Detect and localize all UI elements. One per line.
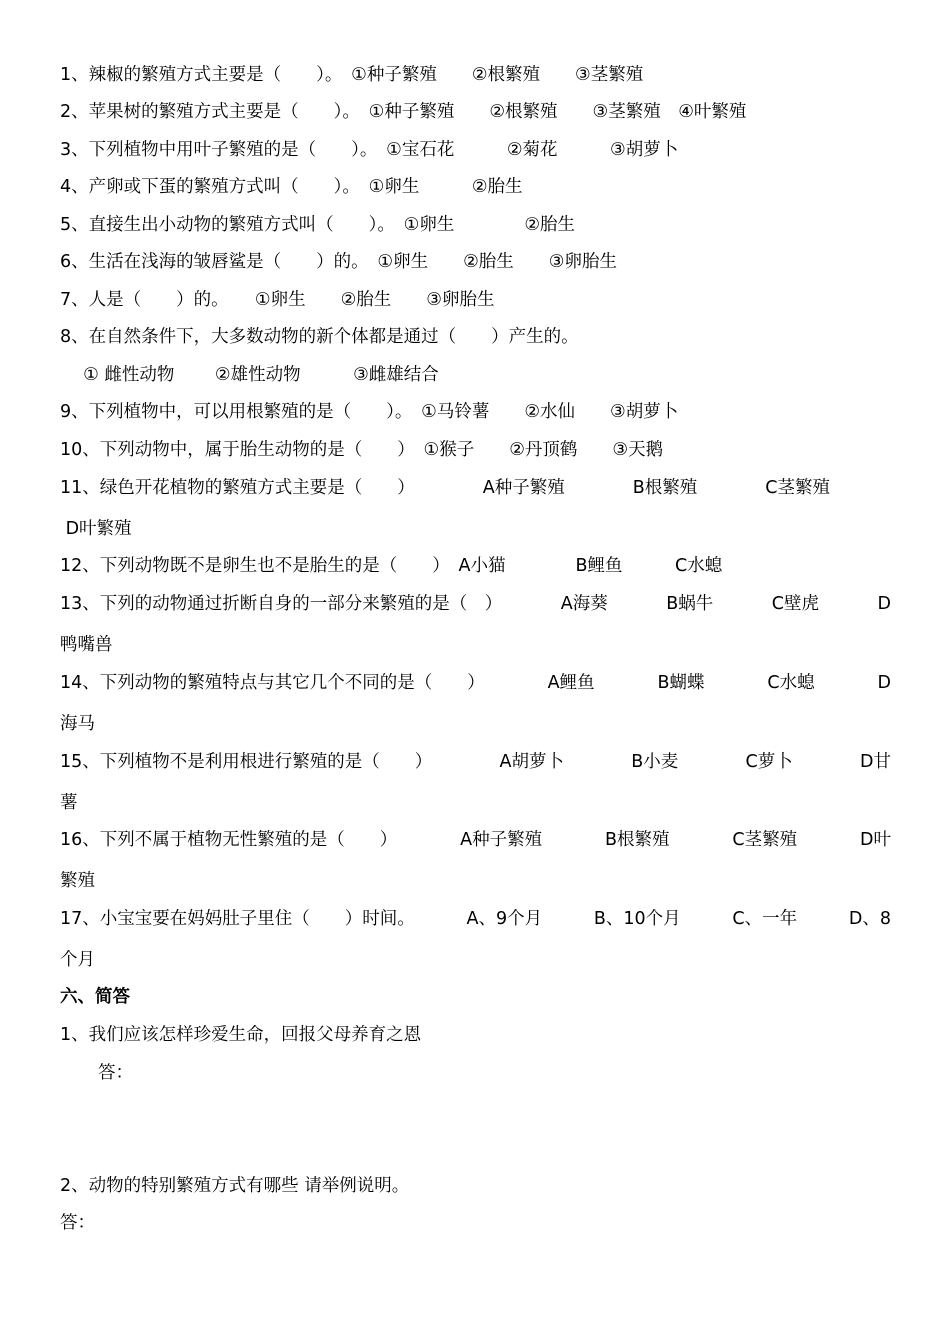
question-8: 8、在自然条件下，大多数动物的新个体都是通过（ ）产生的。 [60,327,579,347]
question-11-cont: D叶繁殖 [60,519,132,539]
question-15 [60,751,891,773]
question-13 [60,593,891,615]
question-17-option-a: A、9个月 [466,909,543,929]
question-15-option-b: B小麦 [631,752,679,772]
answer-label-1: 答： [98,1063,133,1083]
question-9: 9、下列植物中，可以用根繁殖的是（ ）。 ①马铃薯 ②水仙 ③胡萝卜 [60,402,679,422]
short-answer-2: 2、动物的特别繁殖方式有哪些 请举例说明。 [60,1176,410,1196]
answer-label-2: 答： [60,1213,95,1233]
question-6: 6、生活在浅海的皱唇鲨是（ ）的。 ①卵生 ②胎生 ③卵胎生 [60,252,617,272]
question-3: 3、下列植物中用叶子繁殖的是（ ）。 ①宝石花 ②菊花 ③胡萝卜 [60,140,679,160]
question-11 [60,477,830,499]
question-17-option-d: D、8 [848,909,891,929]
question-16-option-c: C茎繁殖 [732,830,798,850]
question-8-options: ① 雌性动物 ②雄性动物 ③雌雄结合 [60,365,439,385]
question-11-stem: 11、绿色开花植物的繁殖方式主要是（ ） [60,478,415,498]
question-17-option-c: C、一年 [732,909,798,929]
question-13-option-c: C壁虎 [771,594,820,614]
question-7: 7、人是（ ）的。 ①卵生 ②胎生 ③卵胎生 [60,290,495,310]
question-15-option-d: D甘 [860,752,891,772]
question-11-option-c: C茎繁殖 [765,478,830,498]
question-15-option-c: C萝卜 [745,752,793,772]
question-14-option-d: D [877,673,891,693]
question-16-option-a: A种子繁殖 [460,830,543,850]
question-2: 2、苹果树的繁殖方式主要是（ ）。 ①种子繁殖 ②根繁殖 ③茎繁殖 ④叶繁殖 [60,102,747,122]
section-heading: 六、简答 [60,987,130,1007]
question-14-option-c: C水螅 [767,673,815,693]
question-16-option-b: B根繁殖 [605,830,670,850]
question-14-stem: 14、下列动物的繁殖特点与其它几个不同的是（ ） [60,673,485,693]
question-17-stem: 17、小宝宝要在妈妈肚子里住（ ）时间。 [60,909,415,929]
short-answer-1: 1、我们应该怎样珍爱生命，回报父母养育之恩 [60,1025,422,1045]
question-15-cont: 薯 [60,793,78,813]
question-17 [60,908,891,930]
question-14-option-b: B蝴蝶 [657,673,705,693]
question-17-cont: 个月 [60,950,95,970]
question-13-stem: 13、下列的动物通过折断自身的一部分来繁殖的是（ ） [60,594,503,614]
question-13-option-a: A海葵 [560,594,608,614]
question-13-cont: 鸭嘴兽 [60,635,113,655]
question-15-option-a: A胡萝卜 [499,752,565,772]
question-15-stem: 15、下列植物不是利用根进行繁殖的是（ ） [60,752,433,772]
question-11-option-a: A种子繁殖 [482,478,565,498]
question-11-option-b: B根繁殖 [632,478,698,498]
question-13-option-d: D [877,594,891,614]
question-14-cont: 海马 [60,714,95,734]
question-10: 10、下列动物中，属于胎生动物的是（ ） ①猴子 ②丹顶鹤 ③天鹅 [60,440,664,460]
question-16-stem: 16、下列不属于植物无性繁殖的是（ ） [60,830,398,850]
question-17-option-b: B、10个月 [593,909,681,929]
question-16-cont: 繁殖 [60,871,95,891]
question-16-option-d: D叶 [860,830,891,850]
question-16 [60,829,891,851]
question-13-option-b: B蜗牛 [666,594,714,614]
question-12: 12、下列动物既不是卵生也不是胎生的是（ ） A小猫 B鲤鱼 C水螅 [60,556,723,576]
question-5: 5、直接生出小动物的繁殖方式叫（ ）。 ①卵生 ②胎生 [60,215,576,235]
question-1: 1、辣椒的繁殖方式主要是（ ）。 ①种子繁殖 ②根繁殖 ③茎繁殖 [60,65,644,85]
question-14-option-a: A鲤鱼 [547,673,595,693]
question-4: 4、产卵或下蛋的繁殖方式叫（ ）。 ①卵生 ②胎生 [60,177,523,197]
question-14 [60,672,891,694]
